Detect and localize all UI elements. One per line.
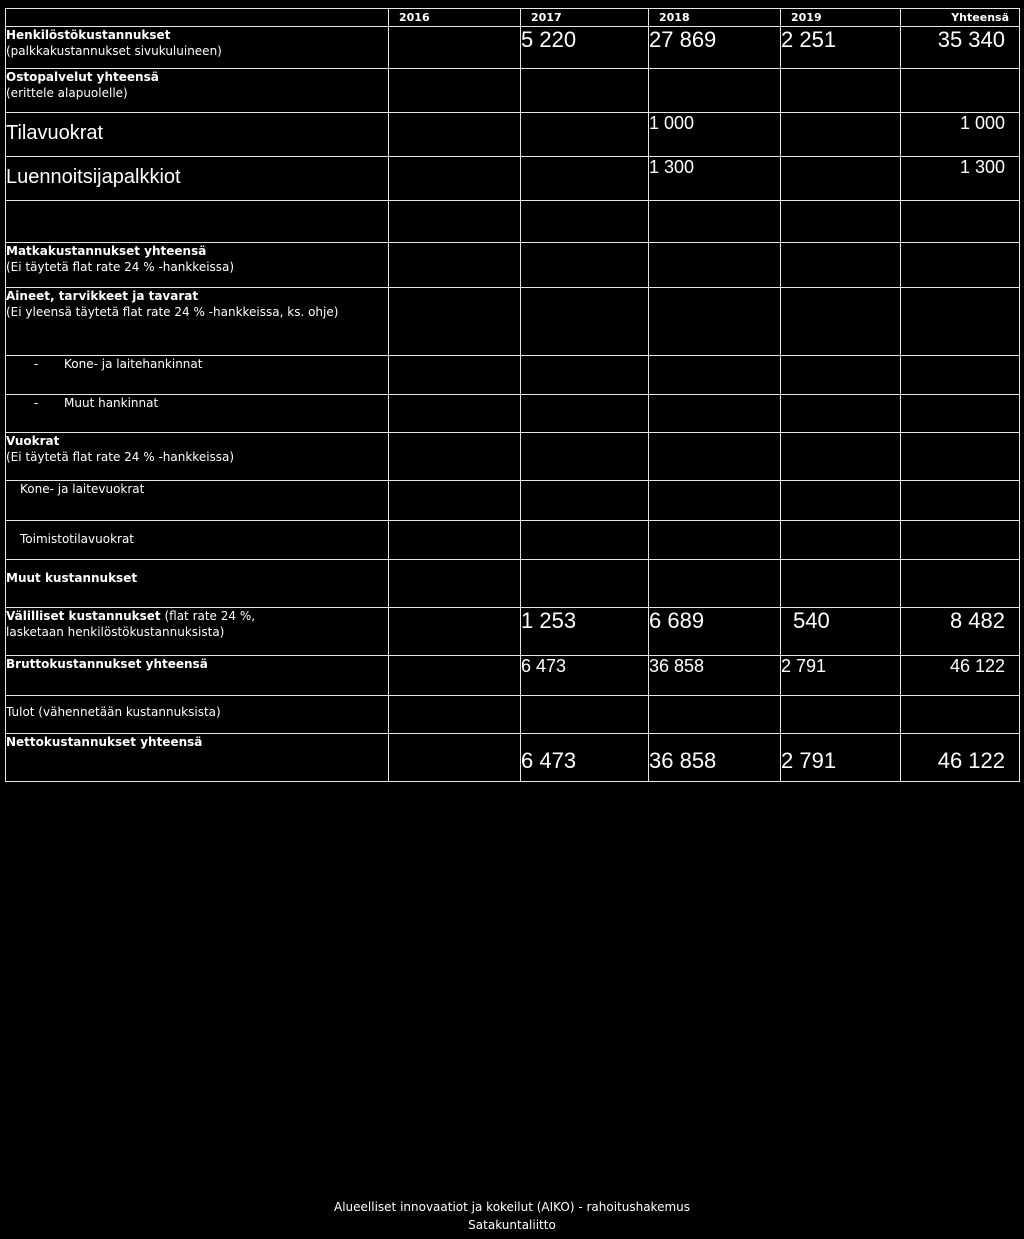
footer-organization: Satakuntaliitto bbox=[468, 1218, 556, 1232]
row-premises bbox=[6, 113, 1020, 157]
row-subtitle: (erittele alapuolelle) bbox=[6, 86, 128, 100]
row-title: Vuokrat bbox=[6, 434, 60, 448]
cell-2017 bbox=[521, 560, 649, 608]
row-gross bbox=[6, 656, 1020, 696]
cell-2019 bbox=[781, 356, 901, 395]
cell-2017 bbox=[521, 356, 649, 395]
cell-2017 bbox=[521, 395, 649, 433]
cell-total: 35 340 bbox=[901, 27, 1020, 69]
cell-total bbox=[901, 433, 1020, 481]
cell-2017 bbox=[521, 433, 649, 481]
cell-2019 bbox=[781, 201, 901, 243]
header-label-cell bbox=[6, 9, 389, 27]
cell-2016 bbox=[389, 656, 521, 696]
cell-2017 bbox=[521, 696, 649, 734]
header-2018: 2018 bbox=[649, 9, 781, 27]
footer-title: Alueelliset innovaatiot ja kokeilut (AIKO) - rahoitushakemus bbox=[334, 1200, 690, 1214]
cell-2016 bbox=[389, 481, 521, 521]
cell-2016 bbox=[389, 157, 521, 201]
row-label bbox=[6, 560, 389, 608]
row-other-costs bbox=[6, 560, 1020, 608]
cell-2018 bbox=[649, 481, 781, 521]
cell-total bbox=[901, 356, 1020, 395]
row-indirect bbox=[6, 608, 1020, 656]
cell-2017: 5 220 bbox=[521, 27, 649, 69]
cell-2017 bbox=[521, 288, 649, 356]
row-machine-rents bbox=[6, 481, 1020, 521]
cell-2017: 6 473 bbox=[521, 656, 649, 696]
cell-2018: 1 300 bbox=[649, 157, 781, 201]
row-label bbox=[6, 201, 389, 243]
bullet-dash: - bbox=[34, 357, 39, 371]
row-title: Aineet, tarvikkeet ja tavarat bbox=[6, 289, 199, 303]
cell-total bbox=[901, 481, 1020, 521]
cell-2016 bbox=[389, 395, 521, 433]
row-label bbox=[6, 243, 389, 288]
cell-total bbox=[901, 696, 1020, 734]
row-empty bbox=[6, 201, 1020, 243]
row-label: Tilavuokrat bbox=[6, 113, 389, 157]
cell-2019 bbox=[781, 69, 901, 113]
cell-2019: 540 bbox=[781, 608, 901, 656]
cell-2019: 2 251 bbox=[781, 27, 901, 69]
row-label bbox=[6, 656, 389, 696]
cell-total bbox=[901, 201, 1020, 243]
cell-2016 bbox=[389, 696, 521, 734]
cell-total bbox=[901, 69, 1020, 113]
row-machines bbox=[6, 356, 1020, 395]
row-personnel bbox=[6, 27, 1020, 69]
cell-2018 bbox=[649, 288, 781, 356]
row-label: Toimistotilavuokrat bbox=[6, 521, 389, 560]
row-rents bbox=[6, 433, 1020, 481]
cell-2016 bbox=[389, 734, 521, 782]
row-label bbox=[6, 69, 389, 113]
row-title: Nettokustannukset yhteensä bbox=[6, 735, 203, 749]
cell-total bbox=[901, 560, 1020, 608]
row-label bbox=[6, 608, 389, 656]
row-label bbox=[6, 27, 389, 69]
header-row bbox=[6, 9, 1020, 27]
cell-2018 bbox=[649, 521, 781, 560]
cell-2019 bbox=[781, 243, 901, 288]
cell-2016 bbox=[389, 27, 521, 69]
cell-2019 bbox=[781, 113, 901, 157]
cell-2018 bbox=[649, 243, 781, 288]
cell-2018 bbox=[649, 433, 781, 481]
row-label bbox=[6, 288, 389, 356]
cell-total: 1 000 bbox=[901, 113, 1020, 157]
row-net bbox=[6, 734, 1020, 782]
cell-total bbox=[901, 243, 1020, 288]
cell-2019 bbox=[781, 481, 901, 521]
cell-2017 bbox=[521, 113, 649, 157]
row-label bbox=[6, 433, 389, 481]
cell-total bbox=[901, 521, 1020, 560]
header-2017: 2017 bbox=[521, 9, 649, 27]
cell-2017 bbox=[521, 201, 649, 243]
cell-2016 bbox=[389, 69, 521, 113]
cell-2018 bbox=[649, 560, 781, 608]
row-materials bbox=[6, 288, 1020, 356]
cell-total: 1 300 bbox=[901, 157, 1020, 201]
cell-total: 46 122 bbox=[901, 734, 1020, 782]
row-label: Tulot (vähennetään kustannuksista) bbox=[6, 696, 389, 734]
cell-2018 bbox=[649, 201, 781, 243]
budget-sheet bbox=[5, 8, 1019, 824]
row-subtitle: (palkkakustannukset sivukuluineen) bbox=[6, 44, 222, 58]
header-2016: 2016 bbox=[389, 9, 521, 27]
cell-2019 bbox=[781, 395, 901, 433]
row-income bbox=[6, 696, 1020, 734]
cell-2017 bbox=[521, 243, 649, 288]
cell-2017 bbox=[521, 69, 649, 113]
row-services bbox=[6, 69, 1020, 113]
row-subtitle: (Ei täytetä flat rate 24 % -hankkeissa) bbox=[6, 450, 235, 464]
row-label bbox=[6, 734, 389, 782]
cell-2019 bbox=[781, 521, 901, 560]
row-title: Henkilöstökustannukset bbox=[6, 28, 171, 42]
row-title: Välilliset kustannukset bbox=[6, 609, 161, 623]
cell-2018: 1 000 bbox=[649, 113, 781, 157]
cell-2017 bbox=[521, 157, 649, 201]
cell-2019: 2 791 bbox=[781, 656, 901, 696]
row-title-suffix: (flat rate 24 %, bbox=[164, 609, 256, 623]
row-label bbox=[6, 395, 389, 433]
header-2019: 2019 bbox=[781, 9, 901, 27]
row-title: Muut hankinnat bbox=[64, 396, 159, 410]
cell-2018: 27 869 bbox=[649, 27, 781, 69]
row-office-rents bbox=[6, 521, 1020, 560]
row-subtitle: (Ei yleensä täytetä flat rate 24 % -hankkeissa, ks. ohje) bbox=[6, 305, 339, 319]
cell-2018 bbox=[649, 395, 781, 433]
cell-2019 bbox=[781, 157, 901, 201]
cell-2019: 2 791 bbox=[781, 734, 901, 782]
cell-total: 8 482 bbox=[901, 608, 1020, 656]
cell-2016 bbox=[389, 433, 521, 481]
row-subtitle: lasketaan henkilöstökustannuksista) bbox=[6, 625, 225, 639]
cell-2017 bbox=[521, 481, 649, 521]
cell-2016 bbox=[389, 243, 521, 288]
cell-2019 bbox=[781, 696, 901, 734]
cell-2016 bbox=[389, 608, 521, 656]
cell-total: 46 122 bbox=[901, 656, 1020, 696]
cell-2018 bbox=[649, 356, 781, 395]
row-travel bbox=[6, 243, 1020, 288]
cell-2016 bbox=[389, 521, 521, 560]
row-title: Muut kustannukset bbox=[6, 571, 138, 585]
cell-2018 bbox=[649, 69, 781, 113]
cell-2018 bbox=[649, 696, 781, 734]
row-title: Matkakustannukset yhteensä bbox=[6, 244, 207, 258]
cell-total bbox=[901, 395, 1020, 433]
cell-2017 bbox=[521, 521, 649, 560]
page-footer bbox=[0, 1198, 1024, 1234]
row-title: Bruttokustannukset yhteensä bbox=[6, 657, 208, 671]
row-label bbox=[6, 356, 389, 395]
row-other-purchases bbox=[6, 395, 1020, 433]
cell-2019 bbox=[781, 288, 901, 356]
header-total: Yhteensä bbox=[901, 9, 1020, 27]
row-title: Ostopalvelut yhteensä bbox=[6, 70, 159, 84]
row-title: Kone- ja laitehankinnat bbox=[64, 357, 203, 371]
row-lecturers bbox=[6, 157, 1020, 201]
cell-2019 bbox=[781, 560, 901, 608]
cell-2017: 1 253 bbox=[521, 608, 649, 656]
cell-2017: 6 473 bbox=[521, 734, 649, 782]
budget-table bbox=[5, 8, 1020, 782]
cell-2018: 6 689 bbox=[649, 608, 781, 656]
cell-2019 bbox=[781, 433, 901, 481]
cell-2016 bbox=[389, 356, 521, 395]
cell-total bbox=[901, 288, 1020, 356]
cell-2016 bbox=[389, 201, 521, 243]
cell-2016 bbox=[389, 288, 521, 356]
cell-2016 bbox=[389, 560, 521, 608]
bullet-dash: - bbox=[34, 396, 39, 410]
cell-2018: 36 858 bbox=[649, 656, 781, 696]
cell-2016 bbox=[389, 113, 521, 157]
row-subtitle: (Ei täytetä flat rate 24 % -hankkeissa) bbox=[6, 260, 235, 274]
row-label: Luennoitsijapalkkiot bbox=[6, 157, 389, 201]
cell-2018: 36 858 bbox=[649, 734, 781, 782]
row-label: Kone- ja laitevuokrat bbox=[6, 481, 389, 521]
